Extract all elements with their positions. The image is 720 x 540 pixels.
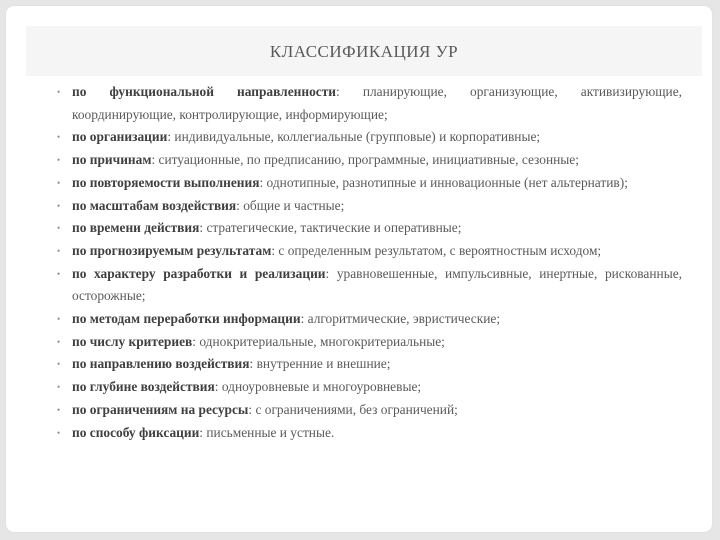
item-term: по повторяемости выполнения xyxy=(72,174,260,190)
bullet-icon: • xyxy=(57,223,61,234)
item-text: ситуационные, по предписанию, программные, инициативные, сезонные; xyxy=(155,152,579,168)
item-term: по ограничениям на ресурсы xyxy=(72,401,249,417)
bullet-icon: • xyxy=(57,382,61,393)
bullet-icon: • xyxy=(57,245,61,256)
list-item xyxy=(58,353,682,376)
bullet-icon: • xyxy=(57,359,61,370)
item-term: по глубине воздействия xyxy=(72,379,215,395)
item-term: по организации xyxy=(72,129,168,145)
item-term: по характеру разработки и реализации xyxy=(72,265,326,281)
item-separator: : xyxy=(325,265,330,281)
classification-list xyxy=(58,81,682,444)
list-item xyxy=(58,126,682,149)
list-item xyxy=(58,81,682,126)
item-term: по причинам xyxy=(72,152,152,168)
list-item xyxy=(58,149,682,172)
bullet-icon: • xyxy=(57,200,61,211)
bullet-icon: • xyxy=(57,404,61,415)
item-text: письменные и устные. xyxy=(203,424,335,440)
item-separator: : xyxy=(336,84,340,99)
bullet-icon: • xyxy=(57,314,61,325)
item-separator: : xyxy=(151,152,156,168)
list-item xyxy=(58,217,682,240)
bullet-icon: • xyxy=(57,336,61,347)
bullet-icon: • xyxy=(57,177,61,188)
item-text: стратегические, тактические и оперативные; xyxy=(203,220,462,236)
list-item xyxy=(58,308,682,331)
item-term: по способу фиксации xyxy=(72,424,200,440)
item-term: по времени действия xyxy=(72,220,200,236)
list-item xyxy=(58,399,682,422)
list-item xyxy=(58,263,682,308)
list-item xyxy=(58,376,682,399)
item-separator: : xyxy=(199,220,204,236)
item-text: однотипные, разнотипные и инновационные (нет альтернатив); xyxy=(263,174,628,190)
item-separator: : xyxy=(192,333,196,349)
slide xyxy=(6,6,712,532)
item-text: уравновешенные, импульсивные, инертные, рискованные, осторожные; xyxy=(72,265,682,304)
item-term: по масштабам воздействия xyxy=(72,197,237,213)
item-separator: : xyxy=(271,242,276,258)
bullet-icon: • xyxy=(57,132,61,143)
item-term: по функциональной направленности xyxy=(72,84,336,99)
item-text: одноуровневые и многоуровневые; xyxy=(218,379,422,395)
bullet-icon: • xyxy=(57,87,61,97)
item-separator: : xyxy=(300,311,305,327)
list-item xyxy=(58,195,682,218)
item-separator: : xyxy=(259,174,264,190)
item-term: по числу критериев xyxy=(72,333,193,349)
item-term: по направлению воздействия xyxy=(72,356,250,372)
item-text: однокритериальные, многокритериальные; xyxy=(196,333,445,349)
item-term: по прогнозируемым результатам xyxy=(72,242,272,258)
bullet-icon: • xyxy=(57,427,61,438)
item-separator: : xyxy=(199,424,204,440)
item-text: с определенным результатом, с вероятностным исходом; xyxy=(275,242,602,258)
list-item xyxy=(58,240,682,263)
list-item xyxy=(58,172,682,195)
item-separator: : xyxy=(249,356,254,372)
item-term: по методам переработки информации xyxy=(72,311,301,327)
item-text: общие и частные; xyxy=(239,197,345,213)
item-separator: : xyxy=(214,379,219,395)
item-text: алгоритмические, эвристические; xyxy=(304,311,501,327)
item-separator: : xyxy=(167,129,172,145)
item-text: с ограничениями, без ограничений; xyxy=(252,401,458,417)
item-text: планирующие, организующие, активизирующие, координирующие, контролирующие, информирующие; xyxy=(72,84,682,122)
item-separator: : xyxy=(248,401,253,417)
item-text: внутренние и внешние; xyxy=(253,356,391,372)
bullet-icon: • xyxy=(57,268,61,279)
item-text: индивидуальные, коллегиальные (групповые) и корпоративные; xyxy=(171,129,541,145)
item-separator: : xyxy=(236,197,240,213)
slide-title: КЛАССИФИКАЦИЯ УР xyxy=(269,42,459,61)
list-item xyxy=(58,331,682,354)
bullet-icon: • xyxy=(57,155,61,166)
list-item xyxy=(58,422,682,445)
